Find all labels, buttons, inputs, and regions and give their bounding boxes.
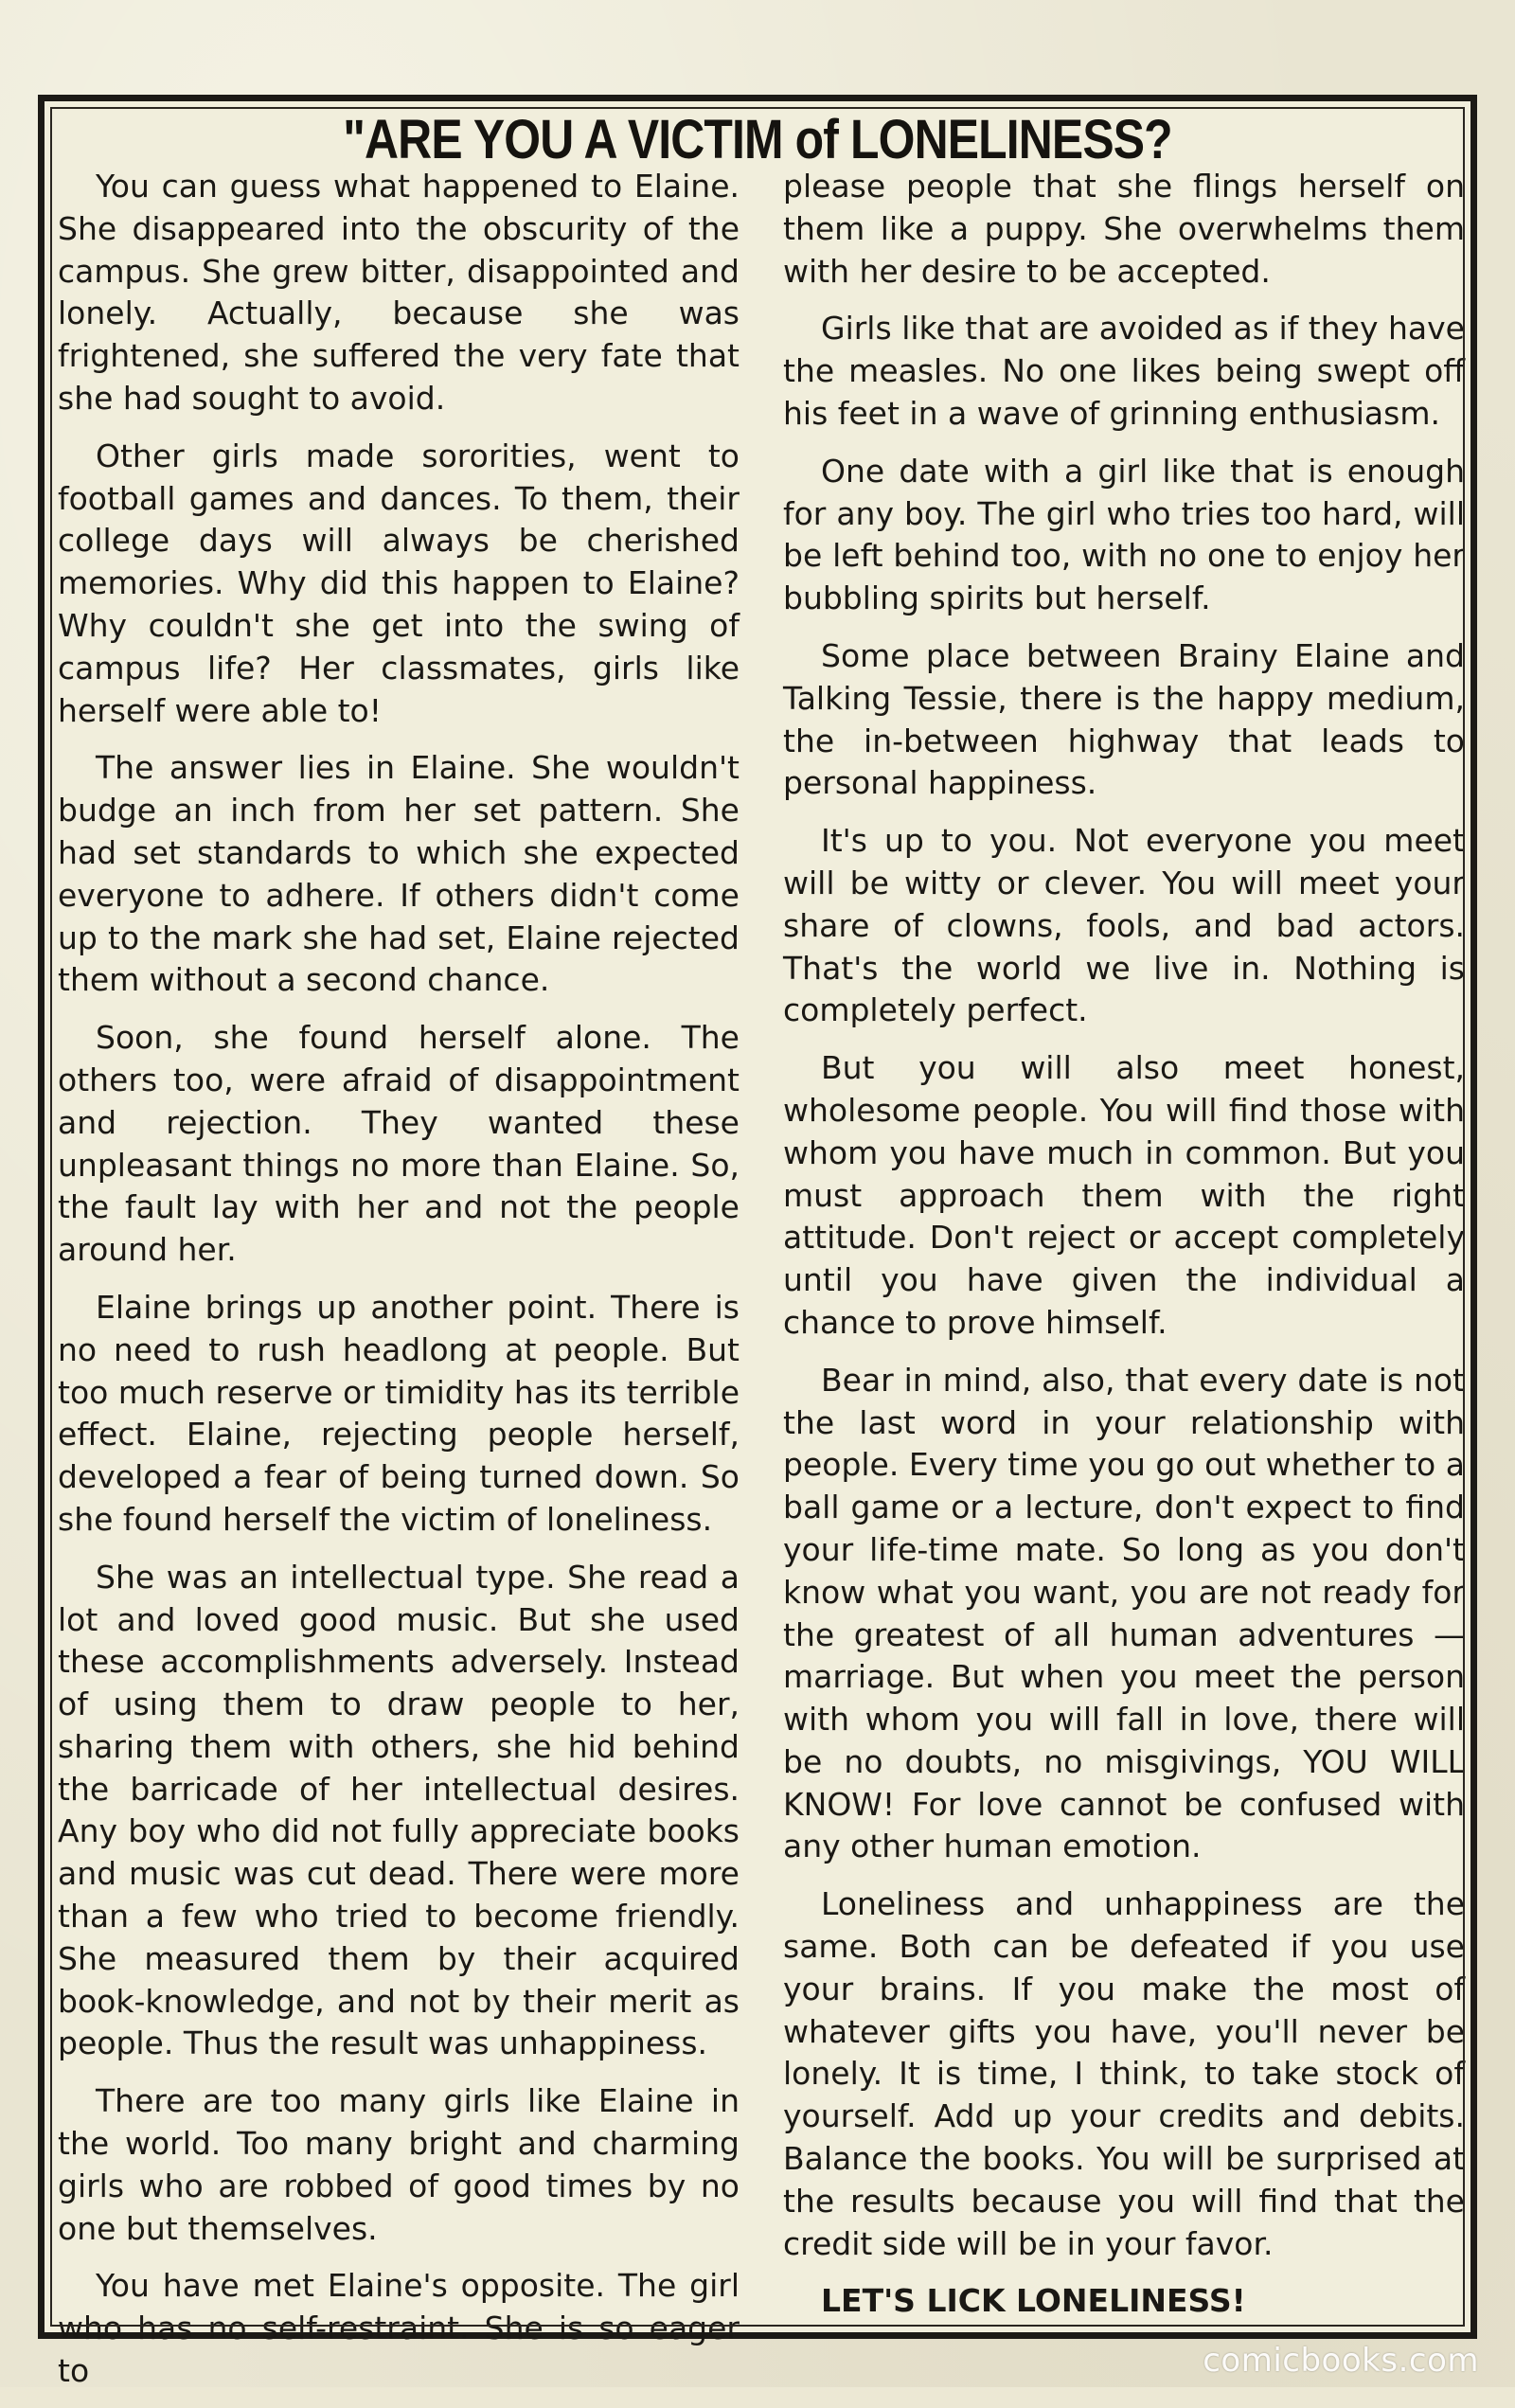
left-paragraph-8: You have met Elaine's opposite. The girl who has no self-restraint. She is so eager to	[58, 2267, 740, 2390]
left-column	[58, 166, 740, 2408]
left-paragraph-7: There are too many girls like Elaine in the world. Too many bright and charming girls who are robbed of good times by no one but themselves.	[58, 2082, 740, 2247]
right-column	[783, 166, 1465, 2338]
closing-line: LET'S LICK LONELINESS!	[821, 2282, 1246, 2320]
right-paragraph-1: please people that she flings herself on them like a puppy. She overwhelms them with her desire to be accepted.	[783, 168, 1465, 290]
left-paragraph-1: You can guess what happened to Elaine. She disappeared into the obscurity of the campus. She grew bitter, disappointed and lonely. Actually, because she was frightened, she suffered the very fate that she had sought to avoid.	[58, 168, 740, 417]
right-paragraph-4: Some place between Brainy Elaine and Talking Tessie, there is the happy medium, the in-between highway that leads to personal happiness.	[783, 636, 1465, 802]
right-paragraph-7: Bear in mind, also, that every date is not the last word in your relationship with people. Every time you go out whether to a ball game or a lecture, don't expect to find your life-time mate. So long as you don't know what you want, you are not ready for the greatest of all human adventures — marriage. But when you meet the person with whom you will fall in love, there will be no doubts, no misgivings, YOU WILL KNOW! For love cannot be confused with any other human emotion.	[783, 1361, 1465, 1865]
article-title: "ARE YOU A VICTIM of LONELINESS?	[343, 109, 1172, 170]
left-paragraph-3: The answer lies in Elaine. She wouldn't budge an inch from her set pattern. She had set standards to which she expected everyone to adhere. If others didn't come up to the mark she had set, Elaine rejected them without a second chance.	[58, 749, 740, 999]
right-paragraph-3: One date with a girl like that is enough for any boy. The girl who tries too hard, will be left behind too, with no one to enjoy her bubbling spirits but herself.	[783, 452, 1465, 617]
left-paragraph-5: Elaine brings up another point. There is no need to rush headlong at people. But too much reserve or timidity has its terrible effect. Elaine, rejecting people herself, developed a fear of being turned down. So she found herself the victim of loneliness.	[58, 1288, 740, 1538]
watermark: comicbooks.com	[1203, 2342, 1479, 2380]
left-paragraph-6: She was an intellectual type. She read a lot and loved good music. But she used these accomplishments adversely. Instead of using them to draw people to her, sharing them with others, she hid behind the barricade of her intellectual desires. Any boy who did not fully appreciate books and music was cut dead. There were more than a few who tried to become friendly. She measured them by their acquired book-knowledge, and not by their merit as people. Thus the result was unhappiness.	[58, 1558, 740, 2062]
left-paragraph-4: Soon, she found herself alone. The others too, were afraid of disappointment and rejection. They wanted these unpleasant things no more than Elaine. So, the fault lay with her and not the people around her.	[58, 1019, 740, 1269]
right-paragraph-8: Loneliness and unhappiness are the same. Both can be defeated if you use your brains. If you make the most of whatever gifts you have, you'll never be lonely. It is time, I think, to take stock of yourself. Add up your credits and debits. Balance the books. You will be surprised at the results because you will find that the credit side will be in your favor.	[783, 1885, 1465, 2262]
right-paragraph-6: But you will also meet honest, wholesome people. You will find those with whom you have much in common. But you must approach them with the right attitude. Don't reject or accept completely until you have given the individual a chance to prove himself.	[783, 1049, 1465, 1341]
right-paragraph-5: It's up to you. Not everyone you meet will be witty or clever. You will meet your share of clowns, fools, and bad actors. That's the world we live in. Nothing is completely perfect.	[783, 822, 1465, 1029]
right-paragraph-2: Girls like that are avoided as if they have the measles. No one likes being swept off his feet in a wave of grinning enthusiasm.	[783, 310, 1465, 432]
left-paragraph-2: Other girls made sororities, went to football games and dances. To them, their college days will always be cherished memories. Why did this happen to Elaine? Why couldn't she get into the swing of campus life? Her classmates, girls like herself were able to!	[58, 437, 740, 729]
